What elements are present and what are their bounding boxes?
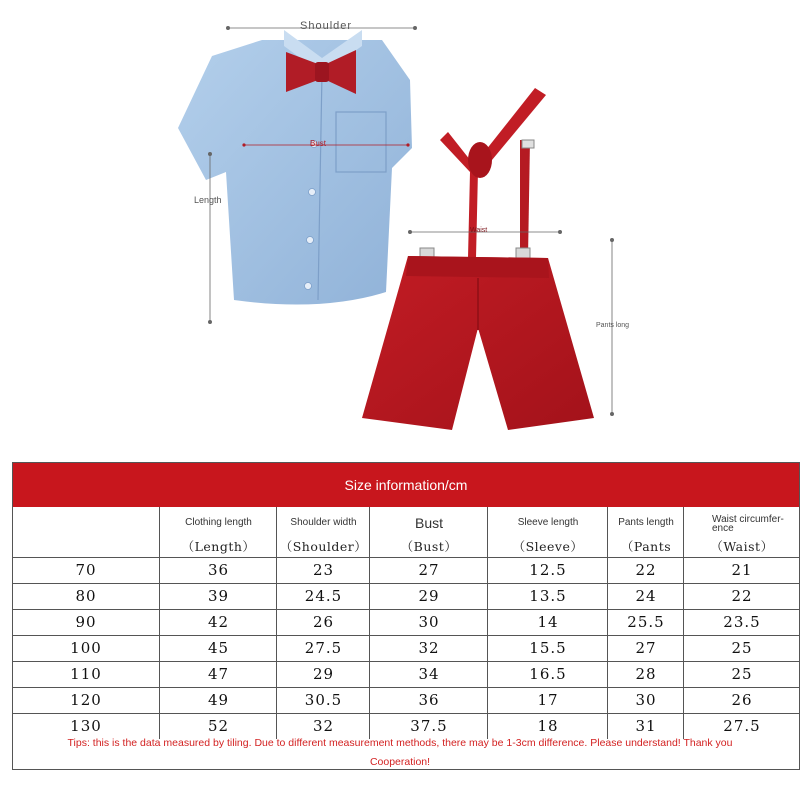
header-label: Waist circumfer-ence: [712, 514, 784, 534]
value-cell: 30: [607, 688, 684, 713]
value-cell: 23: [276, 558, 370, 583]
value-cell: 47: [159, 662, 277, 687]
value-cell: 39: [159, 584, 277, 609]
header-cell-2: [276, 507, 370, 558]
value-cell: 14: [487, 610, 608, 635]
tips-line-1: Tips: this is the data measured by tiling. Due to different measurement methods, there may be 1-3cm difference. Please understand! Thank you: [67, 737, 733, 749]
value-cell: 27.5: [276, 636, 370, 661]
value-cell: 49: [159, 688, 277, 713]
header-label: Pants length: [618, 517, 674, 528]
value-cell: 17: [487, 688, 608, 713]
shorts: [362, 256, 594, 430]
table-title: Size information/cm: [13, 463, 799, 507]
value-cell: 28: [607, 662, 684, 687]
value-cell: 12.5: [487, 558, 608, 583]
value-cell: 26: [683, 688, 800, 713]
header-cell-3: [369, 507, 488, 558]
header-cell-1: [159, 507, 277, 558]
header-label: Bust: [414, 515, 443, 531]
value-cell: 24: [607, 584, 684, 609]
table-row: [13, 662, 799, 688]
value-cell: 26: [276, 610, 370, 635]
shoulder-measure-label: Shoulder: [300, 20, 353, 32]
value-cell: 25: [683, 636, 800, 661]
header-unit-label: （Sleeve）: [512, 539, 584, 554]
header-cell-4: [487, 507, 608, 558]
table-row: [13, 584, 799, 610]
value-cell: 42: [159, 610, 277, 635]
header-unit-label: （Waist）: [710, 539, 774, 554]
header-unit-label: （Length）: [181, 539, 256, 554]
header-unit-label: （Bust）: [400, 539, 458, 554]
size-cell: 90: [75, 613, 97, 631]
pants-long-measure-label: Pants long: [596, 322, 630, 329]
length-measure-label: Length: [194, 195, 222, 205]
size-cell: 120: [70, 691, 102, 709]
header-unit-label: （Shoulder）: [279, 539, 368, 554]
size-cell: 70: [75, 561, 97, 579]
value-cell: 25: [683, 662, 800, 687]
value-cell: 24.5: [276, 584, 370, 609]
value-cell: 36: [369, 688, 488, 713]
value-cell: 15.5: [487, 636, 608, 661]
value-cell: 27: [369, 558, 488, 583]
size-cell: 110: [70, 665, 102, 683]
value-cell: 27: [607, 636, 684, 661]
value-cell: 32: [276, 714, 370, 739]
header-label: Clothing length: [185, 517, 252, 528]
value-cell: 18: [487, 714, 608, 739]
value-cell: 21: [683, 558, 800, 583]
value-cell: 16.5: [487, 662, 608, 687]
value-cell: 29: [276, 662, 370, 687]
table-row: [13, 636, 799, 662]
waist-measure-label: Waist: [470, 227, 488, 234]
value-cell: 29: [369, 584, 488, 609]
value-cell: 52: [159, 714, 277, 739]
value-cell: 25.5: [607, 610, 684, 635]
value-cell: 30.5: [276, 688, 370, 713]
size-chart-table: [12, 462, 800, 770]
value-cell: 34: [369, 662, 488, 687]
size-cell: 80: [75, 587, 97, 605]
header-cell-6: [683, 507, 800, 558]
value-cell: 37.5: [369, 714, 488, 739]
tips-line-2: Cooperation!: [369, 756, 431, 768]
value-cell: 13.5: [487, 584, 608, 609]
header-cell-0: [13, 507, 159, 558]
header-label: Sleeve length: [517, 517, 579, 528]
suspenders: [420, 88, 546, 262]
header-cell-5: [607, 507, 684, 558]
value-cell: 36: [159, 558, 277, 583]
size-cell: 130: [70, 717, 102, 735]
tips-note: [0, 734, 800, 772]
value-cell: 27.5: [683, 714, 800, 739]
size-cell: 100: [70, 639, 102, 657]
table-row: [13, 558, 799, 584]
value-cell: 22: [683, 584, 800, 609]
value-cell: 45: [159, 636, 277, 661]
value-cell: 31: [607, 714, 684, 739]
header-label: Shoulder width: [290, 517, 357, 528]
header-unit-label: （Pants: [620, 539, 672, 554]
value-cell: 32: [369, 636, 488, 661]
value-cell: 22: [607, 558, 684, 583]
table-row: [13, 688, 799, 714]
value-cell: 30: [369, 610, 488, 635]
value-cell: 23.5: [683, 610, 800, 635]
table-row: [13, 610, 799, 636]
bust-measure-label: Bust: [310, 139, 327, 148]
